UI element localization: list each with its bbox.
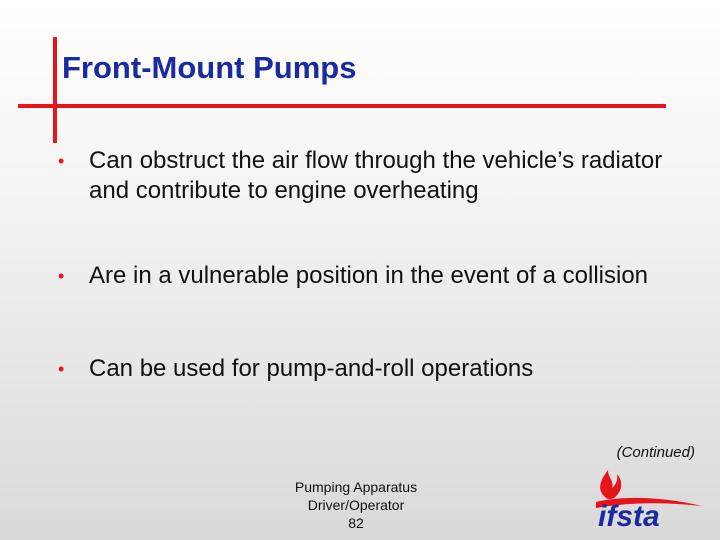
bullet-list	[58, 146, 698, 384]
footer-course-line1: Pumping Apparatus	[294, 479, 418, 495]
bullet-text: Are in a vulnerable position in the event of a collision	[89, 262, 649, 289]
title-vertical-rule	[53, 37, 57, 143]
bullet-dot-icon: •	[58, 266, 65, 286]
bullet-text: Can be used for pump-and-roll operations	[89, 355, 534, 382]
bullet-item	[58, 354, 698, 384]
bullet-dot-icon: •	[58, 359, 65, 379]
footer-course-line2: Driver/Operator	[307, 497, 405, 513]
continued-label: (Continued)	[616, 444, 695, 461]
logo-wordmark: ifsta	[598, 500, 660, 532]
ifsta-logo-icon	[590, 466, 710, 532]
footer	[256, 478, 456, 532]
bullet-text: Can obstruct the air flow through the vehicle’s radiator and contribute to engine overheating	[89, 147, 663, 204]
title-horizontal-rule	[18, 104, 666, 108]
bullet-dot-icon: •	[58, 151, 65, 171]
slide-title: Front-Mount Pumps	[62, 50, 357, 85]
bullet-item	[58, 146, 698, 206]
bullet-item	[58, 261, 698, 291]
logo-flame-icon	[600, 470, 621, 499]
footer-page-number: 82	[348, 515, 364, 531]
